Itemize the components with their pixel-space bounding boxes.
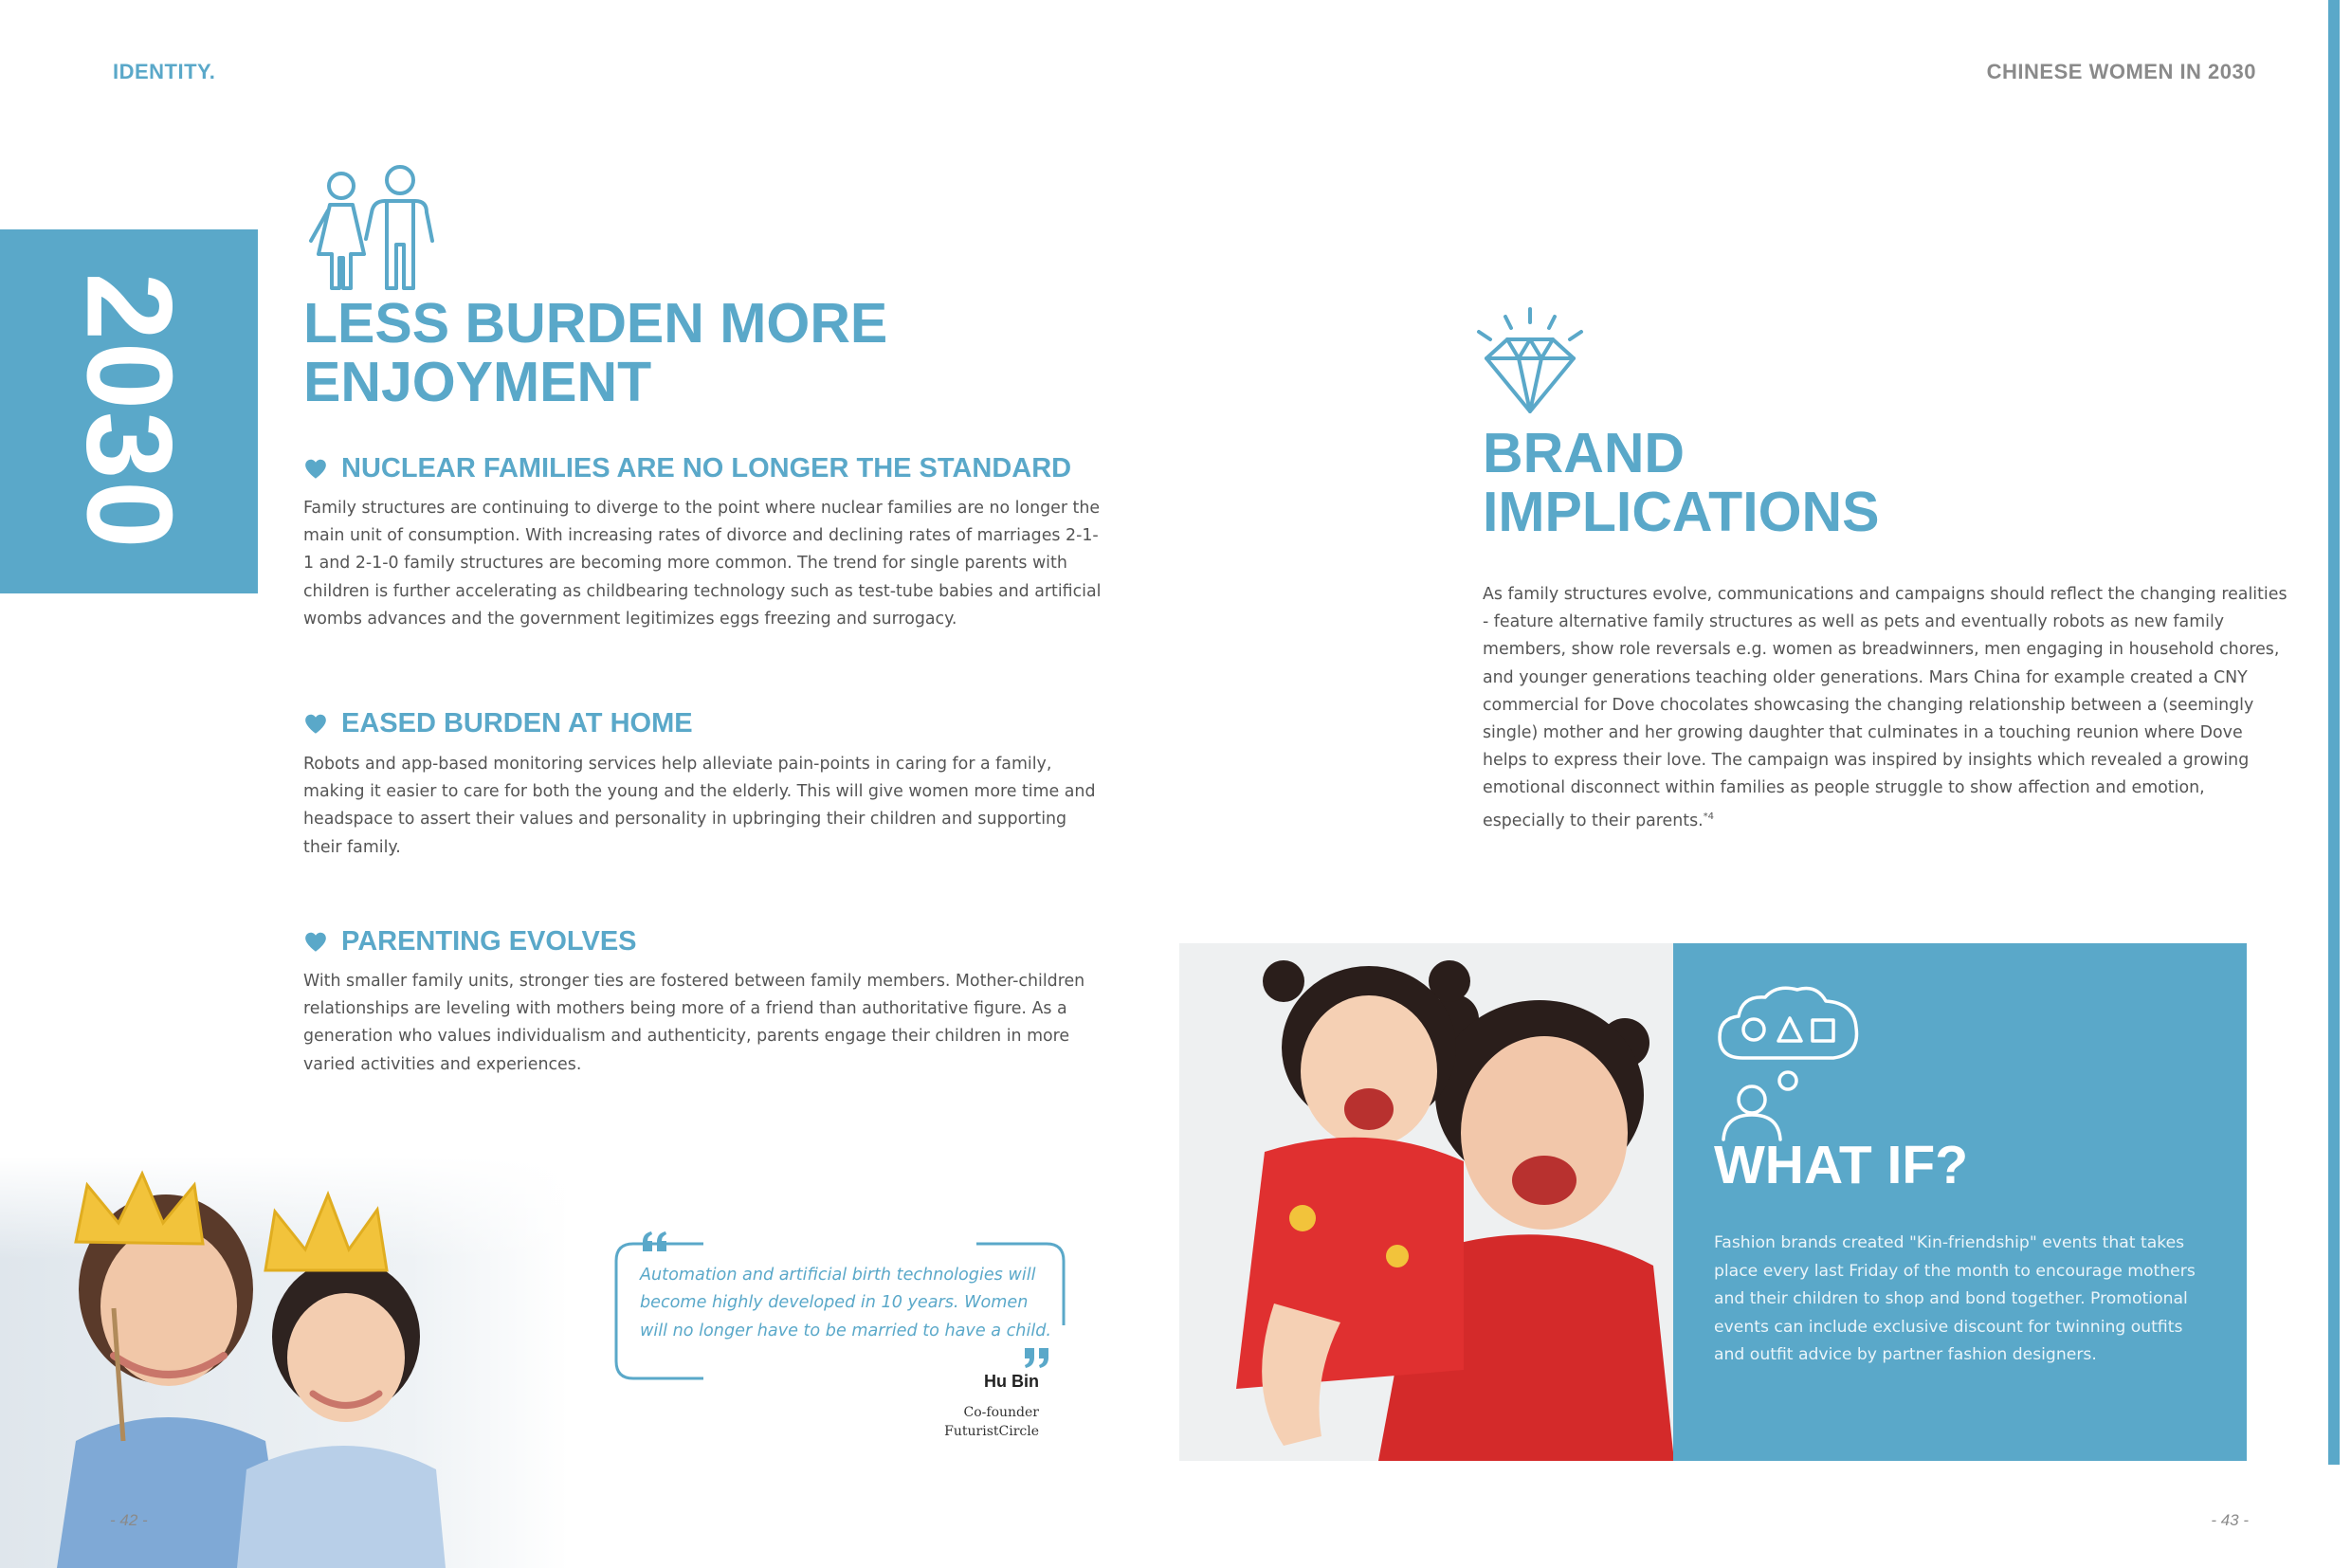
section-body-parenting (303, 968, 1084, 1079)
page-number-left: - 42 - (110, 1511, 148, 1529)
brand-title-line1: BRAND (1483, 422, 1686, 484)
body-line: emotional disconnect within families as people struggle to show affection and emotion, (1483, 778, 2205, 798)
body-line: Robots and app-based monitoring services help alleviate pain-points in caring for a family, (303, 755, 1052, 774)
body-line: With smaller family units, stronger ties are fostered between family members. Mother-children (303, 972, 1085, 991)
body-line: and their children to shop and bond together. Promotional (1714, 1289, 2188, 1308)
brand-implications-title (1483, 422, 1880, 543)
quote-text (640, 1262, 1051, 1345)
what-if-body (1714, 1230, 2196, 1370)
body-line: especially to their parents. (1483, 811, 1704, 830)
body-line: their family. (303, 837, 401, 857)
body-line: and younger generations teaching older generations. Mars China for example created a CNY (1483, 667, 2248, 687)
body-line: single) mother and her growing daughter that culminates in a touching reunion where Dove (1483, 723, 2243, 743)
body-line: making it easier to care for both the young and the elderly. This will give women more time and (303, 782, 1096, 802)
body-line: main unit of consumption. With increasing rates of divorce and declining rates of marriages 2-1- (303, 526, 1099, 546)
year-label: 2030 (61, 272, 197, 551)
body-line: varied activities and experiences. (303, 1054, 582, 1074)
quote-author-role (944, 1403, 1039, 1441)
couple-icon (301, 163, 444, 294)
left-title (303, 292, 888, 413)
heart-icon (303, 457, 328, 482)
section-heading-eased (303, 708, 693, 739)
body-line: commercial for Dove chocolates showcasing the changing relationship between a (seemingly (1483, 695, 2254, 715)
header-right: CHINESE WOMEN IN 2030 (1986, 60, 2256, 83)
body-line: children is further accelerating as childbearing technology such as test-tube babies and artificial (303, 581, 1102, 601)
body-line: generation who values individualism and authenticity, parents engage their children in more (303, 1027, 1070, 1047)
what-if-title: WHAT IF? (1714, 1135, 1969, 1195)
section-heading-text: PARENTING EVOLVES (341, 926, 637, 957)
left-title-line2: ENJOYMENT (303, 351, 652, 413)
heart-icon (303, 712, 328, 737)
edge-accent-bar (2328, 0, 2340, 1465)
thinking-person-icon (1714, 982, 1866, 1141)
body-line: wombs advances and the government legitimizes eggs freezing and surrogacy. (303, 609, 957, 629)
open-quote-icon (641, 1231, 669, 1253)
body-line: headspace to assert their values and personality in upbringing their children and supporting (303, 810, 1067, 830)
section-body-nuclear (303, 495, 1102, 633)
body-line-last (1483, 803, 2287, 835)
close-quote-icon (1022, 1346, 1050, 1369)
section-body-eased (303, 751, 1096, 862)
section-heading-parenting (303, 926, 637, 957)
body-line: place every last Friday of the month to encourage mothers (1714, 1261, 2196, 1281)
body-line: Family structures are continuing to diverge to the point where nuclear families are no longer the (303, 499, 1101, 518)
body-line: - feature alternative family structures as well as pets and eventually robots as new family (1483, 612, 2225, 632)
diamond-icon (1473, 305, 1587, 421)
author-company: FuturistCircle (944, 1424, 1039, 1439)
body-line: relationships are leveling with mothers being more of a friend than authoritative figure. As a (303, 999, 1067, 1019)
author-role-line: Co-founder (963, 1405, 1039, 1420)
body-line: and outfit advice by partner fashion designers. (1714, 1345, 2097, 1364)
heart-icon (303, 930, 328, 955)
quote-line: Automation and artificial birth technologies will (640, 1266, 1036, 1285)
body-line: events can include exclusive discount for twinning outfits (1714, 1317, 2183, 1337)
mother-daughter-crowns-photo (0, 1157, 569, 1568)
section-heading-nuclear (303, 453, 1071, 484)
body-line: Fashion brands created "Kin-friendship" events that takes (1714, 1233, 2185, 1252)
brand-implications-body (1483, 581, 2287, 835)
section-heading-text: NUCLEAR FAMILIES ARE NO LONGER THE STANDARD (341, 453, 1072, 483)
quote-line: become highly developed in 10 years. Women (640, 1293, 1029, 1313)
footnote-marker: *4 (1703, 811, 1715, 822)
header-left: IDENTITY. (113, 60, 216, 83)
mother-daughter-red-photo (1179, 943, 1674, 1461)
body-line: helps to express their love. The campaign was inspired by insights which revealed a growing (1483, 751, 2250, 771)
page-number-right: - 43 - (2211, 1511, 2249, 1529)
brand-title-line2: IMPLICATIONS (1483, 481, 1880, 543)
year-tab (0, 229, 258, 593)
body-line: members, show role reversals e.g. women as breadwinners, men engaging in household chores, (1483, 640, 2280, 660)
body-line: As family structures evolve, communications and campaigns should reflect the changing realities (1483, 585, 2287, 604)
quote-line: will no longer have to be married to have a child. (640, 1321, 1051, 1340)
quote-author: Hu Bin (984, 1372, 1039, 1391)
section-heading-text: EASED BURDEN AT HOME (341, 708, 693, 738)
left-title-line1: LESS BURDEN MORE (303, 292, 888, 355)
body-line: 1 and 2-1-0 family structures are becoming more common. The trend for single parents with (303, 554, 1067, 574)
